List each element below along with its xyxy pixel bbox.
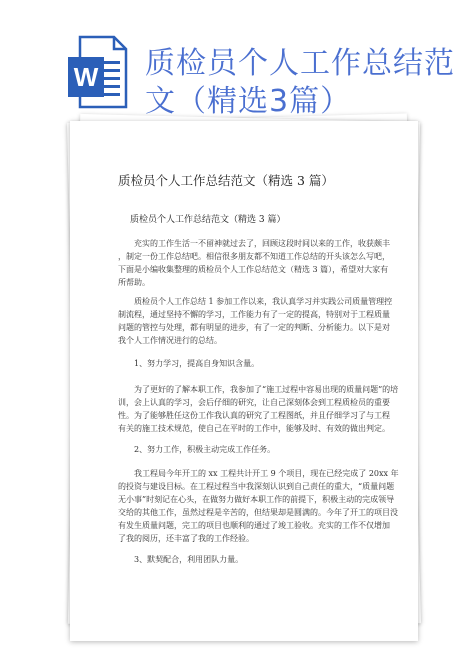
banner-title-line-2: 文（精选3篇） bbox=[145, 84, 352, 119]
paragraph-line: 性。为了能够胜任这份工作我认真的研究了工程图纸，并且仔细学习了与工程 bbox=[118, 411, 390, 420]
paragraph-intro bbox=[118, 237, 390, 289]
paragraph-line: 我工程局今年开工的 xx 工程共计开工 9 个项目，现在已经完成了 20xx 年 bbox=[134, 469, 399, 478]
paragraph-line: 了我的阅历，还丰富了我的工作经验。 bbox=[118, 534, 254, 543]
paragraph-line: 我个人工作情况进行的总结。 bbox=[118, 336, 222, 345]
paragraph-line: 2、努力工作，积极主动完成工作任务。 bbox=[134, 445, 276, 454]
paragraph-line: 充实的工作生活一不留神就过去了，回顾这段时间以来的工作，收获颇丰 bbox=[134, 239, 390, 248]
paragraph-line: 下面是小编收集整理的质检员个人工作总结范文（精选 3 篇），希望对大家有 bbox=[118, 265, 389, 274]
paragraph-line: 交给的其他工作，虽然过程是辛苦的，但结果却是圆满的。今年了开工的项目没 bbox=[118, 508, 398, 517]
document-page bbox=[70, 121, 418, 641]
paragraph-line: 有发生质量问题，完工的项目也顺利的通过了竣工验收。充实的工作不仅增加 bbox=[118, 521, 390, 530]
document-title: 质检员个人工作总结范文（精选 3 篇） bbox=[118, 173, 334, 188]
document-subtitle: 质检员个人工作总结范文（精选 3 篇） bbox=[130, 215, 286, 225]
paragraph-line: 的投资与建设目标。在工程过程当中我深刻认识到自己责任的重大，“质量问题 bbox=[118, 482, 395, 491]
header bbox=[0, 0, 474, 125]
banner-title-line-1: 质检员个人工作总结范 bbox=[145, 46, 455, 81]
paragraph-line: 有关的施工技术规范，使自己在平时的工作中，能够及时、有效的做出判定。 bbox=[118, 424, 390, 433]
paragraph-line: 1、努力学习，提高自身知识含量。 bbox=[134, 359, 260, 368]
paragraph-line: 制流程，通过坚持不懈的学习，工作能力有了一定的提高，特别对于工程质量 bbox=[118, 310, 390, 319]
paragraph-study bbox=[118, 383, 399, 435]
word-doc-icon bbox=[66, 35, 128, 111]
word-icon-letter: W bbox=[73, 62, 99, 92]
paragraph-line: 为了更好的了解本职工作，我参加了“施工过程中容易出现的质量问题”的培 bbox=[134, 385, 399, 394]
paragraph-line: 无小事”时刻记在心头，在做努力做好本职工作的前提下，积极主动的完成领导 bbox=[118, 495, 395, 504]
paragraph-line: ，制定一份工作总结吧。相信很多朋友都不知道工作总结的开头该怎么写吧， bbox=[118, 252, 390, 261]
paragraph-line: 质检员个人工作总结 1 参加工作以来，我认真学习并实践公司质量管理控 bbox=[134, 297, 393, 306]
paragraph-line: 训，会上认真的学习，会后仔细的研究，让自己深刻体会到工程质检员的重要 bbox=[118, 398, 390, 407]
section-heading-3 bbox=[118, 553, 370, 566]
section-heading-1 bbox=[118, 357, 370, 370]
paragraph-summary-1 bbox=[118, 295, 393, 347]
paragraph-line: 3、默契配合，利用团队力量。 bbox=[134, 555, 244, 564]
paragraph-work bbox=[118, 467, 399, 545]
section-heading-2 bbox=[118, 443, 370, 456]
paragraph-line: 所帮助。 bbox=[118, 278, 150, 287]
paragraph-line: 问题的管控与处理，都有明显的进步，有了一定的判断、分析能力。以下是对 bbox=[118, 323, 390, 332]
